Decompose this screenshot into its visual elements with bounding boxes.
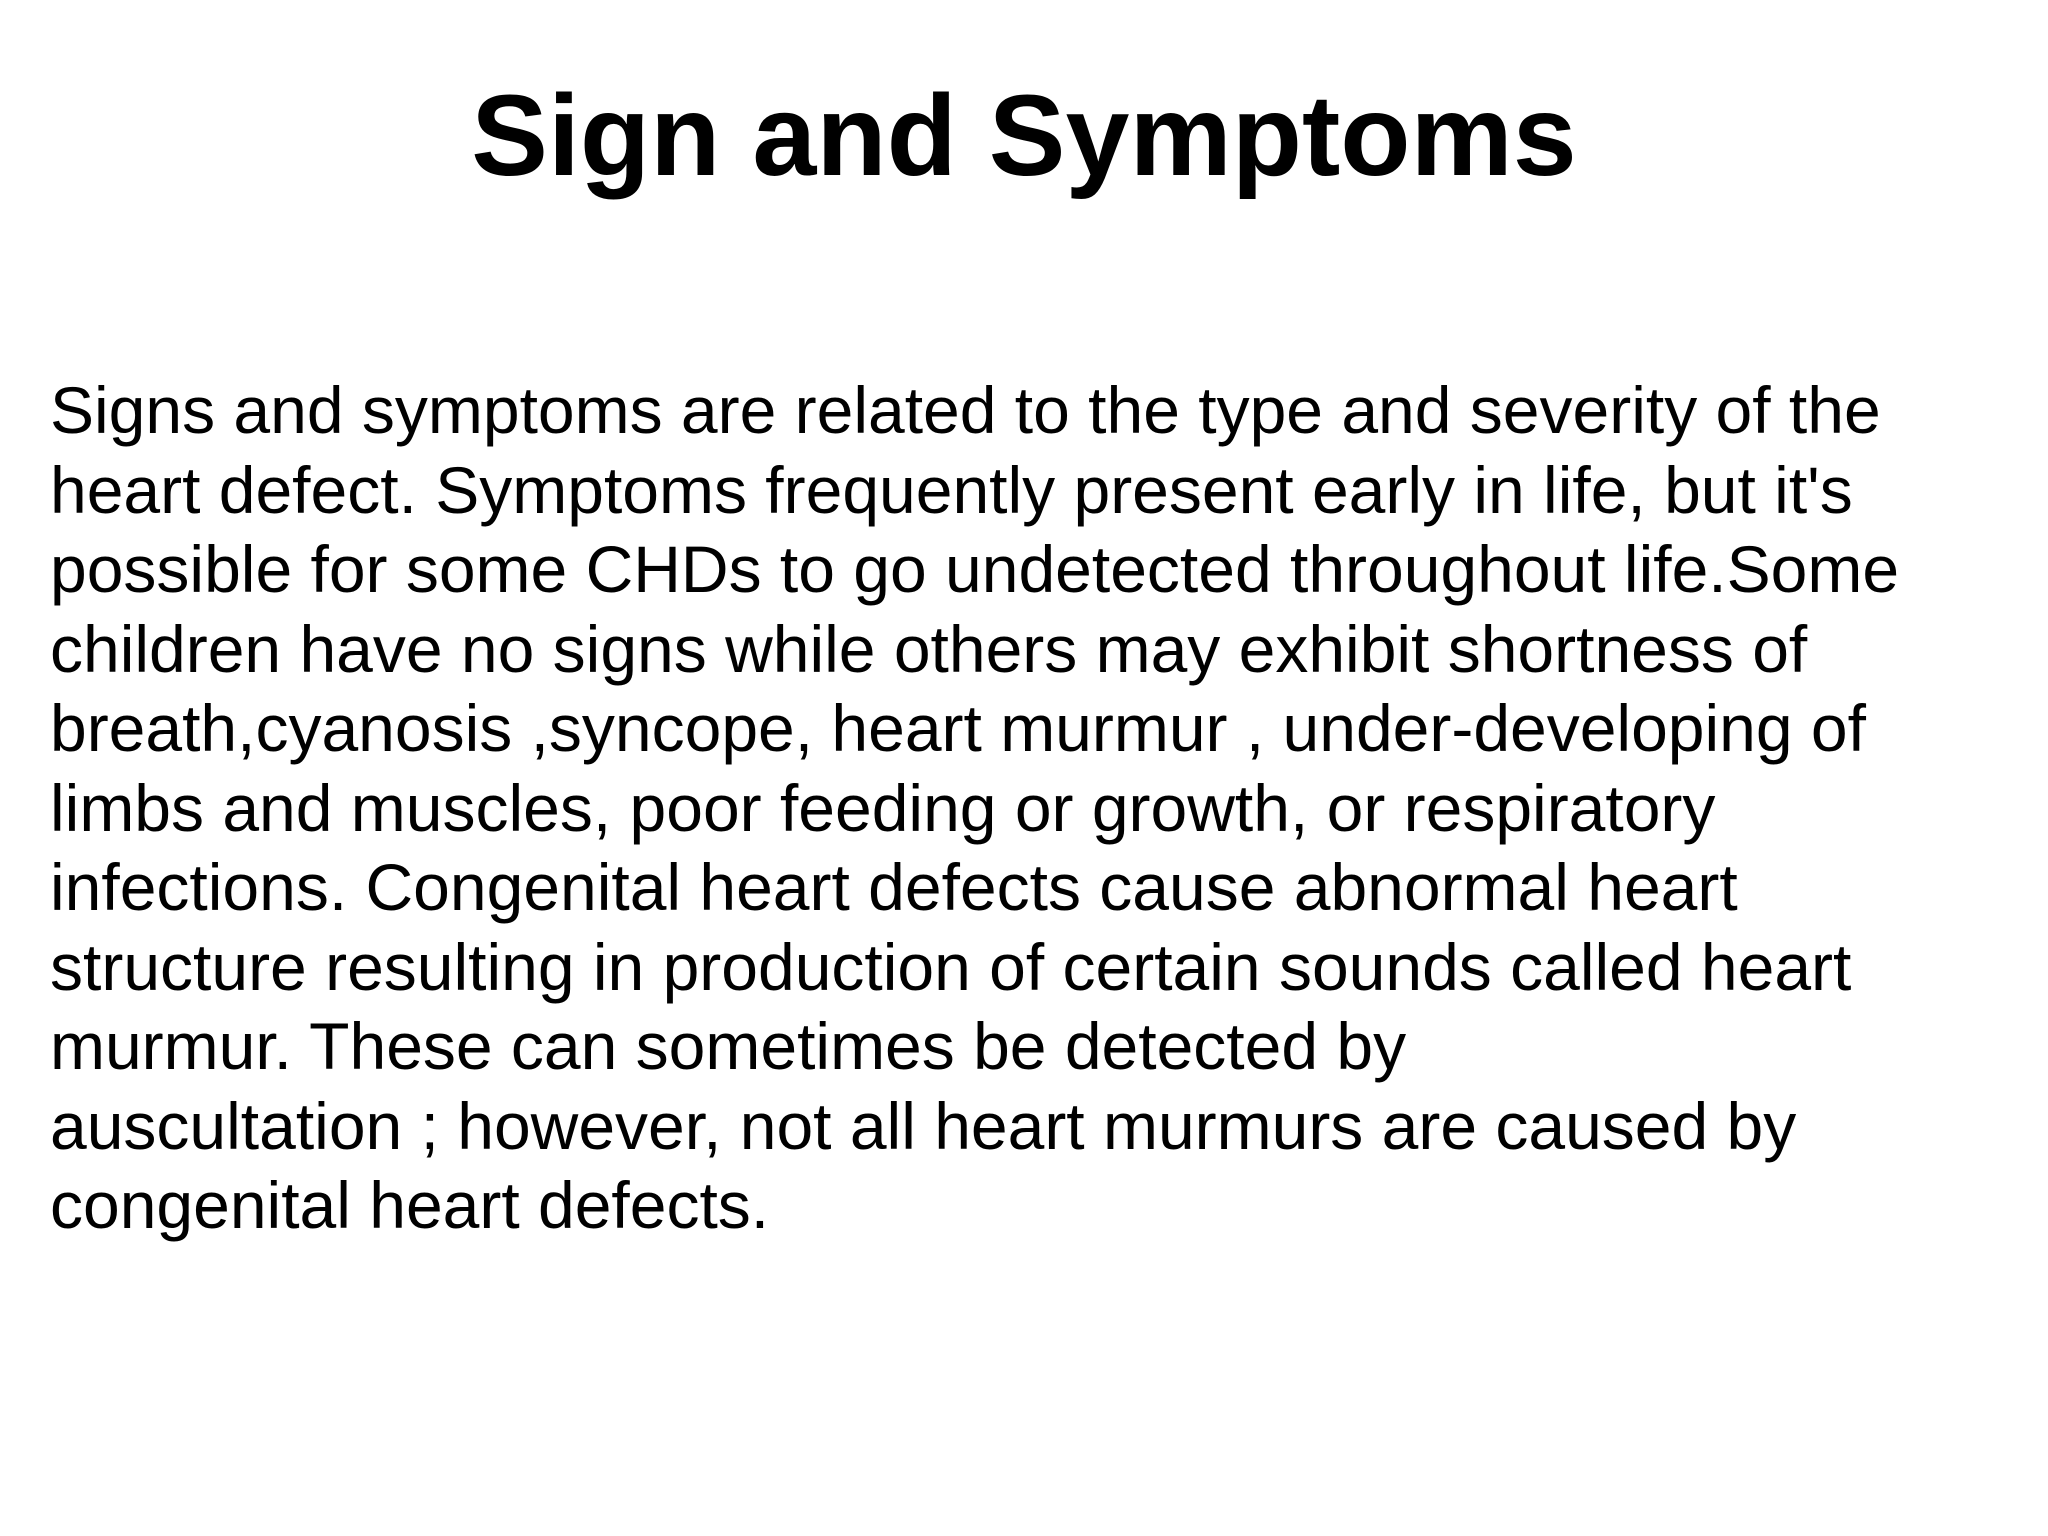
- body-line: Signs and symptoms are related to the type and severity of the: [50, 373, 1881, 447]
- body-line: structure resulting in production of certain sounds called heart: [50, 929, 1852, 1004]
- body-line: auscultation ; however, not all heart murmurs are caused by: [50, 1088, 1797, 1163]
- slide-body-text: [50, 371, 2035, 1246]
- body-line: infections. Congenital heart defects cause abnormal heart: [50, 850, 1738, 924]
- body-line: breath,cyanosis ,syncope, heart murmur , under-developing of: [50, 691, 1866, 765]
- body-line: possible for some CHDs to go undetected throughout life.Some: [50, 532, 1900, 606]
- body-line: heart defect. Symptoms frequently present early in life, but it's: [50, 452, 1853, 527]
- slide-title: Sign and Symptoms: [471, 72, 1577, 200]
- body-line: children have no signs while others may exhibit shortness of: [50, 611, 1808, 686]
- body-line: murmur. These can sometimes be detected by: [50, 1009, 1407, 1083]
- body-line: congenital heart defects.: [50, 1168, 770, 1242]
- body-line: limbs and muscles, poor feeding or growth, or respiratory: [50, 770, 1716, 845]
